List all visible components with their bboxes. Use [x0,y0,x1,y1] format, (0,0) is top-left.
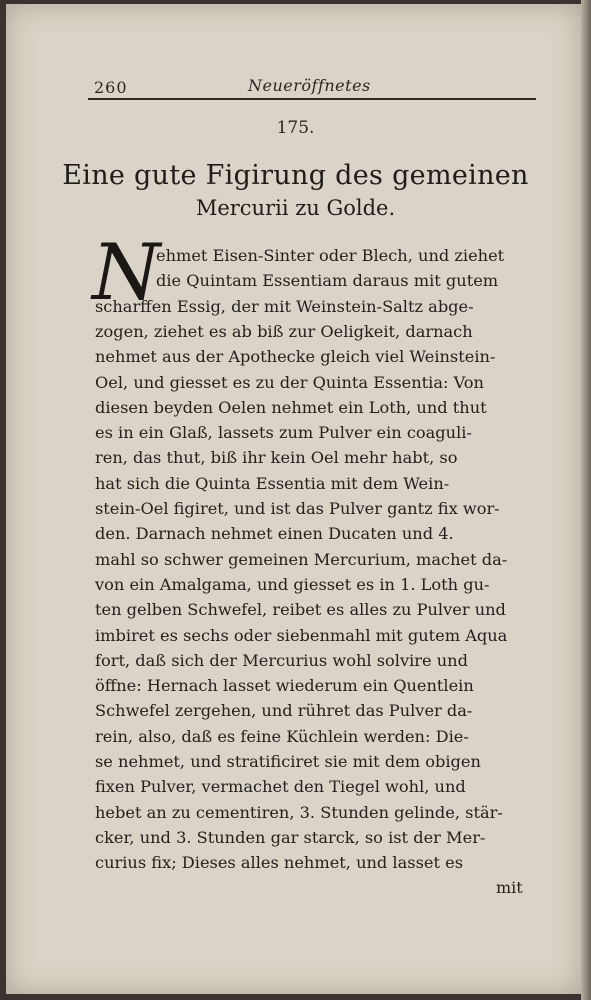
text-line: se nehmet, und stratificiret sie mit dem obigen [95,752,481,771]
text-line: cker, und 3. Stunden gar starck, so ist der Mer- [95,827,486,847]
text-line: hebet an zu cementiren, 3. Stunden gelinde, stär- [95,802,503,822]
running-head: Neueröffnetes [248,76,371,95]
text-line: zogen, ziehet es ab biß zur Oeligkeit, darnach [95,321,473,341]
page-edge [581,0,591,1000]
catchword: mit [496,878,523,897]
text-line: imbiret es sechs oder siebenmahl mit gutem Aqua [95,625,508,645]
item-number: 175. [276,118,315,138]
text-line: von ein Amalgama, und giesset es in 1. Loth gu- [95,574,490,594]
text-line: öffne: Hernach lasset wiederum ein Quentlein [95,676,474,696]
text-line: curius fix; Dieses alles nehmet, und lasset es [95,853,463,873]
text-line: Schwefel zergehen, und rühret das Pulver da- [95,701,473,721]
text-line: rein, also, daß es feine Küchlein werden: Die- [95,726,469,746]
text-line: fort, daß sich der Mercurius wohl solvire und [95,650,468,670]
text-line: ten gelben Schwefel, reibet es alles zu Pulver und [95,600,506,620]
text-line: hat sich die Quinta Essentia mit dem Wein- [95,473,450,493]
text-line: nehmet aus der Apothecke gleich viel Weinstein- [95,347,496,367]
title-line-2: Mercurii zu Golde. [195,196,396,220]
page-number: 260 [94,78,128,97]
text-line: fixen Pulver, vermachet den Tiegel wohl, und [95,777,466,797]
text-line: stein-Oel figiret, und ist das Pulver gantz fix wor- [95,499,500,518]
text-line: ren, das thut, biß ihr kein Oel mehr habt, so [95,448,458,468]
header-rule [88,98,536,100]
text-line: scharffen Essig, der mit Weinstein-Saltz abge- [95,296,474,316]
drop-cap: N [92,228,161,318]
text-line: den. Darnach nehmet einen Ducaten und 4. [95,524,454,544]
title-line-1: Eine gute Figirung des gemeinen [62,160,529,191]
text-line: mahl so schwer gemeinen Mercurium, machet da- [95,549,508,569]
text-line: diesen beyden Oelen nehmet ein Loth, und thut [95,397,487,417]
text-line: es in ein Glaß, lassets zum Pulver ein coaguli- [95,423,472,443]
text-line: Oel, und giesset es zu der Quinta Essentia: Von [95,372,484,392]
text-line: die Quintam Essentiam daraus mit gutem [156,271,499,291]
text-line: ehmet Eisen-Sinter oder Blech, und ziehet [156,246,505,265]
